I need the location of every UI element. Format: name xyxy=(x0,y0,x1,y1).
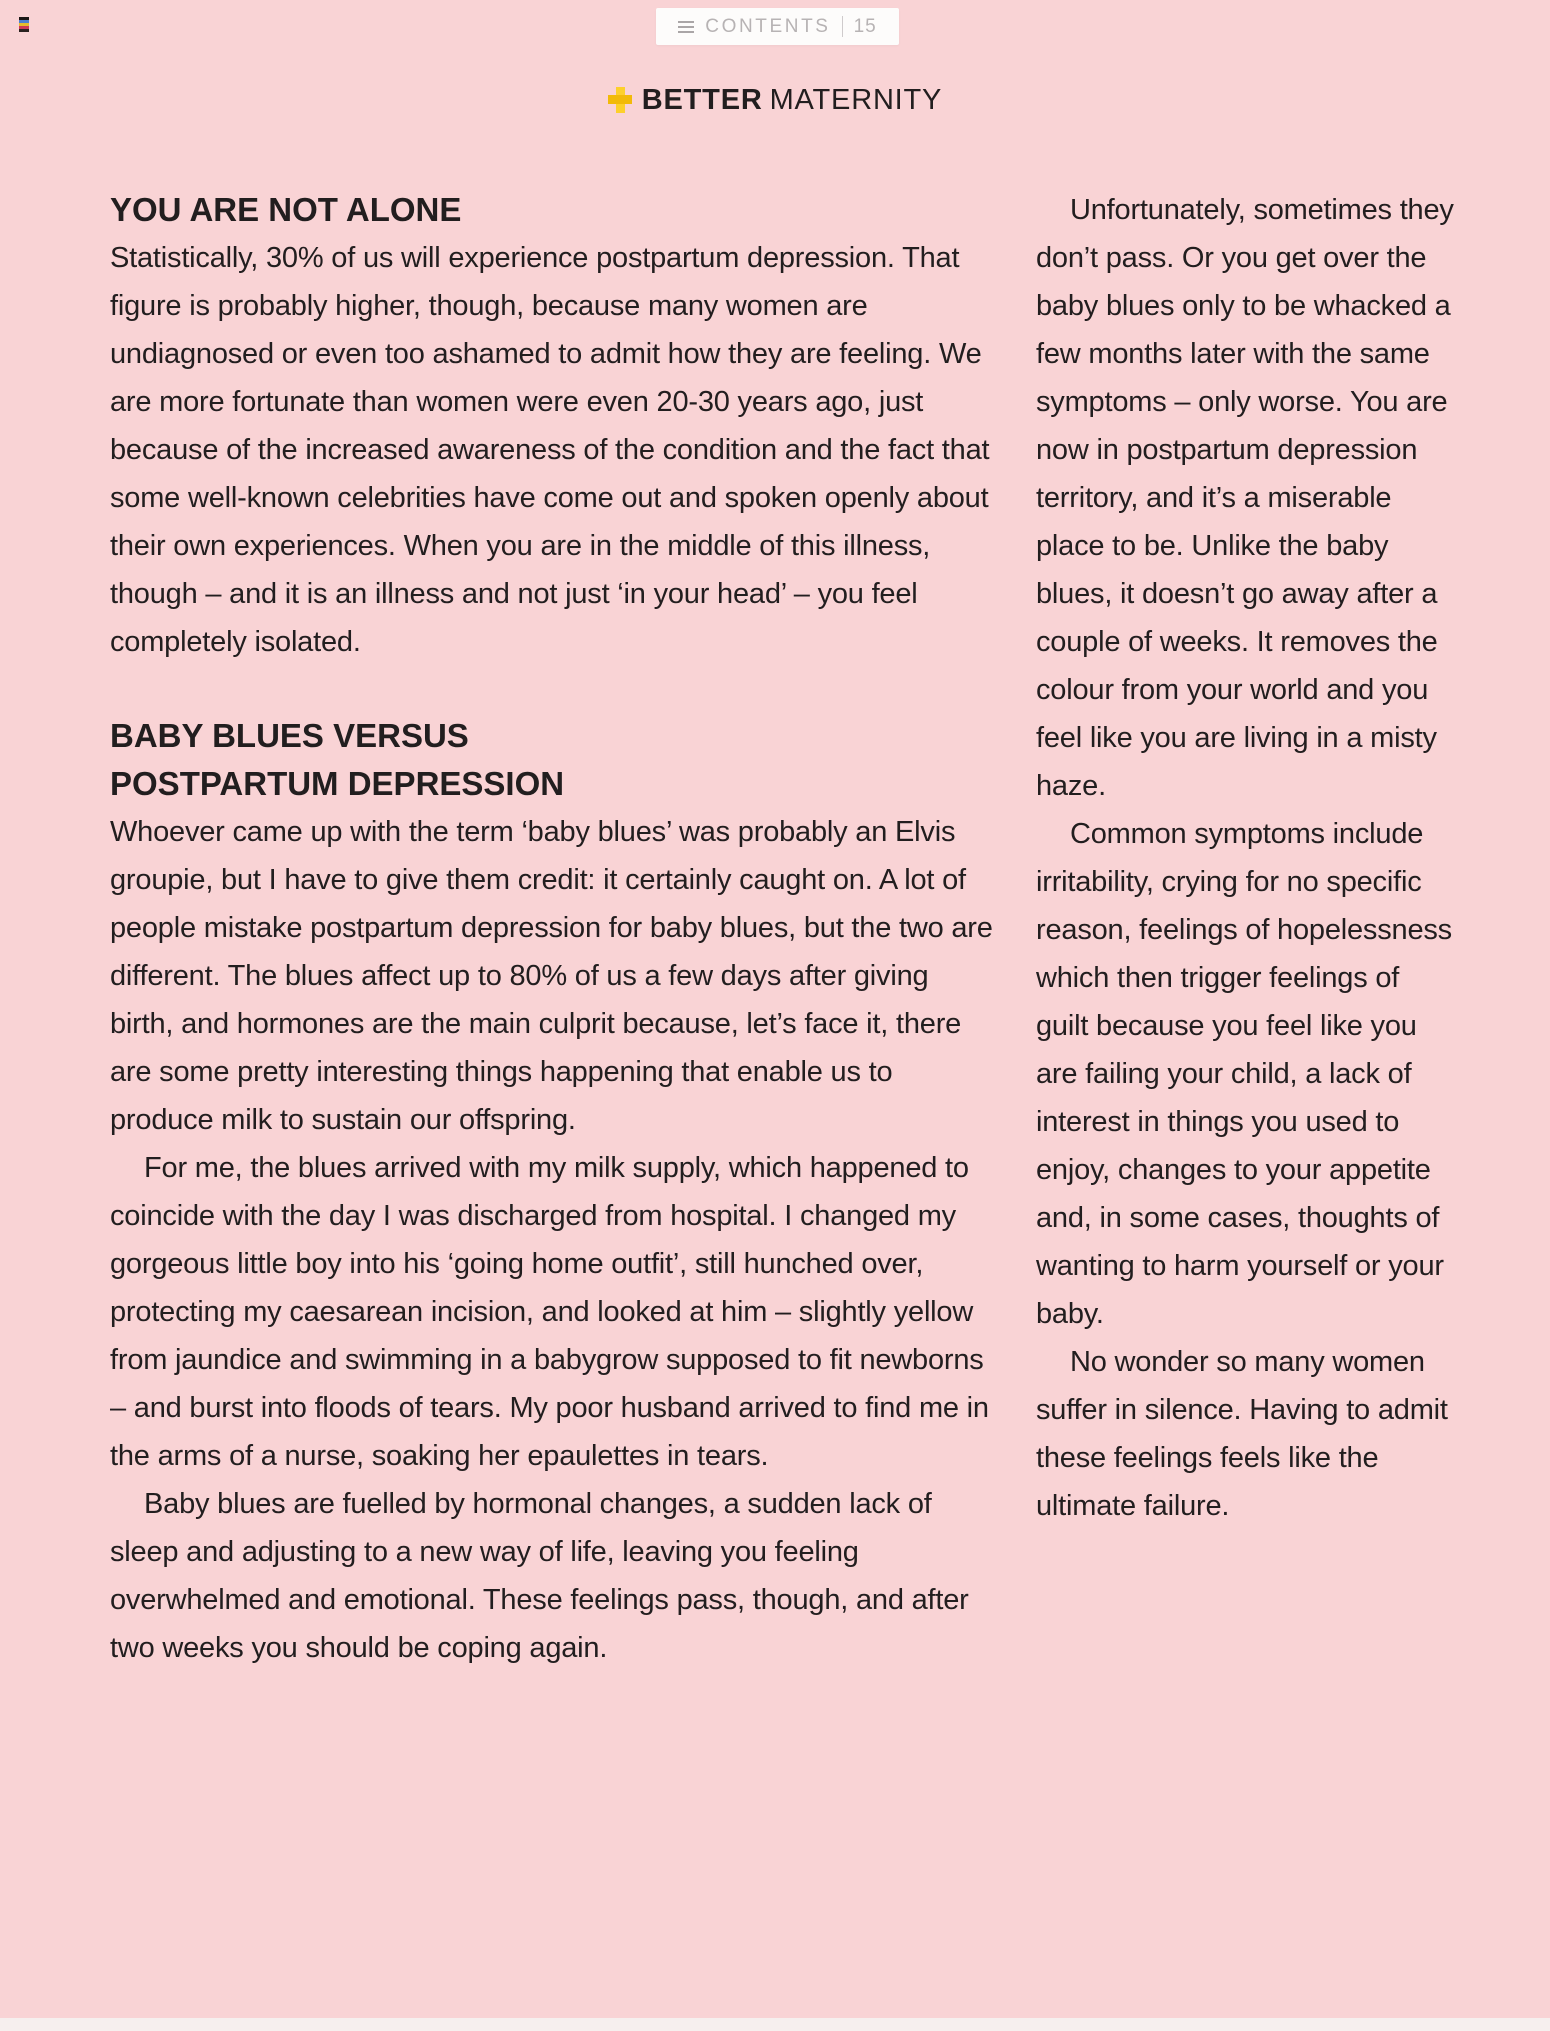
page-number: 15 xyxy=(853,15,877,37)
plus-icon xyxy=(608,87,632,113)
paragraph: Whoever came up with the term ‘baby blues’ was probably an Elvis groupie, but I have to give them credit: it certainly caught on. A lot of people mistake postpartum depression for baby blues, but the two are different. The blues affect up to 80% of us a few days after giving birth, and hormones are the main culprit because, let’s face it, there are some pretty interesting things happening that enable us to produce milk to sustain our offspring. xyxy=(110,816,993,1136)
section-heading-baby-blues-versus-postpartum-depression xyxy=(110,712,996,808)
paragraph: Common symptoms include irritability, crying for no specific reason, feelings of hopelessness which then trigger feelings of guilt because you feel like you are failing your child, a lack of interest in things you used to enjoy, changes to your appetite and, in some cases, thoughts of wanting to harm yourself or your baby. xyxy=(1036,818,1452,1330)
paragraph: Statistically, 30% of us will experience postpartum depression. That figure is probably higher, though, because many women are undiagnosed or even too ashamed to admit how they are feeling. We are more fortunate than women were even 20-30 years ago, just because of the increased awareness of the condition and the fact that some well-known celebrities have come out and spoken openly about their own experiences. When you are in the middle of this illness, though – and it is an illness and not just ‘in your head’ – you feel completely isolated. xyxy=(110,242,990,658)
contents-separator xyxy=(842,16,843,37)
page-bottom-edge xyxy=(0,2018,1550,2031)
paragraph: For me, the blues arrived with my milk supply, which happened to coincide with the day I was discharged from hospital. I changed my gorgeous little boy into his ‘going home outfit’, still hunched over, protecting my caesarean incision, and looked at him – slightly yellow from jaundice and swimming in a babygrow supposed to fit newborns – and burst into floods of tears. My poor husband arrived to find me in the arms of a nurse, soaking her epaulettes in tears. xyxy=(110,1152,989,1472)
heading-line: POSTPARTUM DEPRESSION xyxy=(110,765,565,802)
heading-line: YOU ARE NOT ALONE xyxy=(110,191,462,228)
contents-label: CONTENTS xyxy=(705,15,831,37)
brand-header xyxy=(0,80,1550,120)
paragraph: Unfortunately, sometimes they don’t pass. Or you get over the baby blues only to be whacked a few months later with the same symptoms – only worse. You are now in postpartum depression territory, and it’s a miserable place to be. Unlike the baby blues, it doesn’t go away after a couple of weeks. It removes the colour from your world and you feel like you are living in a misty haze. xyxy=(1036,194,1454,802)
corner-stripes-logo xyxy=(19,17,29,32)
hamburger-icon xyxy=(678,21,694,33)
paragraph: Baby blues are fuelled by hormonal changes, a sudden lack of sleep and adjusting to a new way of life, leaving you feeling overwhelmed and emotional. These feelings pass, though, and after two weeks you should be coping again. xyxy=(110,1488,969,1664)
contents-tab[interactable] xyxy=(656,8,899,45)
left-column xyxy=(110,186,996,1672)
paragraph: No wonder so many women suffer in silence. Having to admit these feelings feels like the ultimate failure. xyxy=(1036,1346,1448,1522)
brand-name-regular: MATERNITY xyxy=(769,83,943,116)
right-column xyxy=(1036,186,1455,1672)
heading-line: BABY BLUES VERSUS xyxy=(110,717,469,754)
article-body xyxy=(110,186,1455,1672)
brand-name-bold: BETTER xyxy=(641,83,763,116)
section-heading-you-are-not-alone xyxy=(110,186,996,234)
